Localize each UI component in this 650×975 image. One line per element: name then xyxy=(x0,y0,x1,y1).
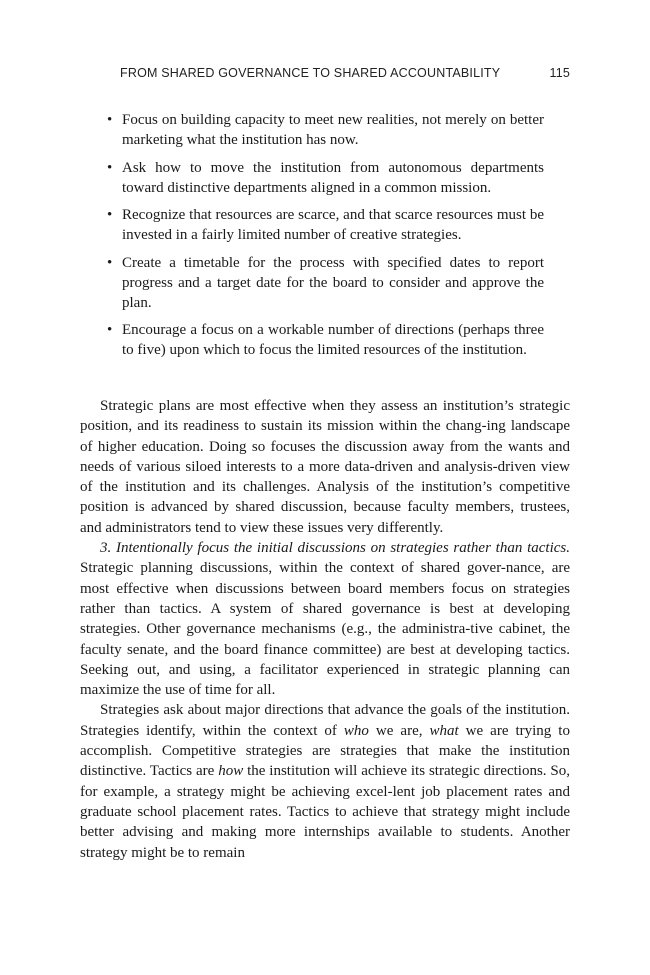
bullet-item xyxy=(104,158,544,198)
running-head-title: FROM SHARED GOVERNANCE TO SHARED ACCOUNTABILITY xyxy=(120,66,501,80)
paragraph-text: we are trying to accomplish. Competitive strategies are strategies that make the institution distinctive. Tactics are xyxy=(80,722,570,780)
paragraph-text: Strategies ask about major directions that advance the goals of the institution. Strategies identify, within the context of xyxy=(80,702,570,739)
bullet-item xyxy=(104,253,544,313)
bullet-text: Ask how to move the institution from autonomous departments toward distinctive departments aligned in a common mission. xyxy=(122,159,544,196)
bullet-text: Focus on building capacity to meet new realities, not merely on better marketing what the institution has now. xyxy=(122,112,544,148)
page-number: 115 xyxy=(549,66,570,80)
paragraph-strategies-ask xyxy=(80,700,570,862)
paragraph-text: Strategic planning discussions, within the context of shared gover-nance, are most effective when discussions between board members focus on strategies rather than tactics. A system of shared governance is best at developing strategies. Other governance mechanisms (e.g., the administra-tive cabinet, the faculty senate, and the board finance committee) are best at developing tactics. Seeking out, and using, a facilitator experienced in strategic planning can maximize the use of time for all. xyxy=(80,560,570,699)
body-text xyxy=(80,396,570,863)
bullet-item xyxy=(104,320,544,360)
paragraph-text: we are, xyxy=(368,722,430,739)
bullet-text: Encourage a focus on a workable number of directions (perhaps three to five) upon which to focus the limited resources of the institution. xyxy=(122,322,544,358)
bullet-list xyxy=(104,110,544,368)
bullet-glyph: • xyxy=(107,112,113,128)
bullet-item xyxy=(104,110,544,150)
bullet-glyph: • xyxy=(107,207,113,223)
bullet-glyph: • xyxy=(107,322,113,338)
emphasis-who: who xyxy=(343,722,369,739)
emphasis-how: how xyxy=(218,763,244,780)
paragraph-text: the institution will achieve its strategic directions. So, for example, a strategy might be achieving excel-lent job placement rates and graduate school placement rates. Tactics to achieve that strategy might include better advising and making more internships available to students. Another strategy might be to remain xyxy=(80,763,570,861)
bullet-glyph: • xyxy=(107,159,113,176)
bullet-item xyxy=(104,205,544,245)
running-head xyxy=(120,66,570,80)
paragraph-strategies-vs-tactics xyxy=(80,538,570,700)
numbered-heading: 3. Intentionally focus the initial discussions on strategies rather than tactics. xyxy=(100,540,570,557)
bullet-text: Create a timetable for the process with specified dates to report progress and a target date for the board to consider and approve the plan. xyxy=(122,254,544,311)
paragraph-strategic-plans: Strategic plans are most effective when they assess an institution’s strategic position, and its readiness to sustain its mission within the chang-ing landscape of higher education. Doing so focuses the discussion away from the wants and needs of various siloed interests to a more data-driven and analysis-driven view of the institution and its challenges. Analysis of the institution’s competitive position is advanced by shared discussion, because faculty members, trustees, and administrators tend to view these issues very differently. xyxy=(80,398,570,536)
emphasis-what: what xyxy=(429,722,459,739)
bullet-text: Recognize that resources are scarce, and that scarce resources must be invested in a fairly limited number of creative strategies. xyxy=(122,207,544,243)
bullet-glyph: • xyxy=(107,254,113,271)
